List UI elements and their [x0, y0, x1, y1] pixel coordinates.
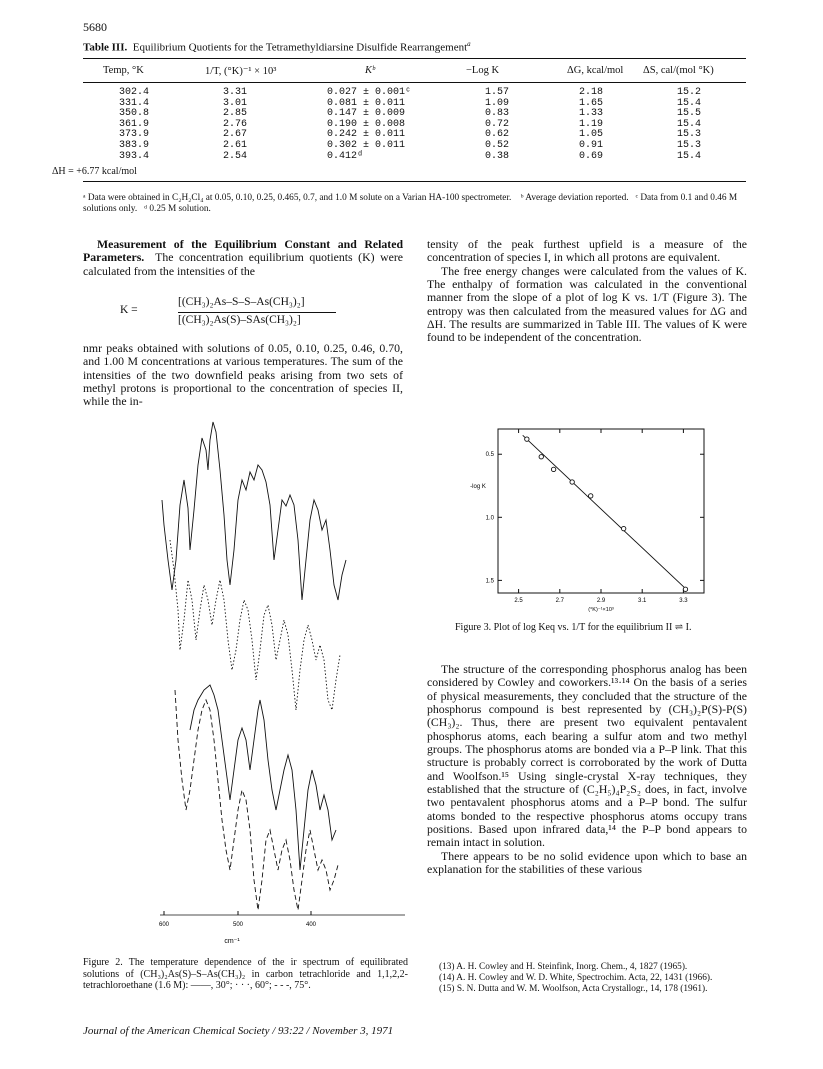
table-cell-r6-c1: 2.54: [223, 150, 248, 162]
data-point-6: [683, 587, 687, 591]
table-cell-r6-c4: 0.69: [579, 150, 604, 162]
table-cell-r1-c1: 3.01: [223, 97, 248, 109]
references: [427, 962, 747, 994]
table-cell-r0-c4: 2.18: [579, 87, 604, 98]
table-cell-r1-c2: 0.081 ± 0.011: [327, 97, 406, 109]
right-column-top: [427, 238, 747, 345]
table-cell-r5-c3: 0.52: [485, 140, 510, 151]
footnote-b: ᵇ Average deviation reported.: [520, 193, 629, 203]
table-bottom-rule: [83, 181, 746, 182]
fit-line: [523, 435, 688, 590]
x-tick-label: 3.1: [638, 598, 647, 604]
data-point-4: [589, 494, 593, 498]
table-cell-r2-c1: 2.85: [223, 108, 248, 120]
table-cell-r4-c1: 2.67: [223, 129, 248, 141]
left-paragraph-2: nmr peaks obtained with solutions of 0.05, 0.10, 0.25, 0.46, 0.70, and 1.00 M concentrations at various temperatures. The sum of the intensities of the two downfield peaks arising from two sets of methyl protons is proportional to the concentration of species II, while the in-: [83, 341, 403, 409]
log-k-plot: [460, 425, 730, 615]
data-point-3: [570, 480, 574, 484]
col-header-temp: Temp, °K: [103, 65, 144, 76]
x-tick-label: 3.3: [679, 598, 688, 604]
table-cell-r3-c0: 361.9: [119, 118, 150, 130]
footnote-d: ᵈ 0.25 M solution.: [144, 204, 211, 214]
table-cell-r6-c0: 393.4: [119, 150, 150, 162]
y-tick-label: 1.0: [485, 515, 494, 522]
left-column-bottom: [83, 342, 403, 409]
figure2-caption: Figure 2. The temperature dependence of the ir spectrum of equilibrated solutions of (CH₃)₂As(S)–S–As(CH₃)₂ in carbon tetrachloride and 1,1,2,2-tetrachloroethane (1.6 M): ——, 30°; · · ·, 60°; - - -, 75°.: [83, 957, 408, 991]
table-cell-r3-c3: 0.72: [485, 118, 510, 130]
right-paragraph-2: The free energy changes were calculated from the values of K. The enthalpy of formation was calculated in the conventional manner from the slope of a plot of log K vs. 1/T (Figure 3). The entropy was then calculated from the measured values for ΔG and ΔH. The results are summarized in Table III. The values of K were found to be independent of the concentration.: [427, 263, 747, 345]
data-point-2: [551, 467, 555, 471]
table-cell-r3-c1: 2.76: [223, 118, 248, 130]
table-cell-r6-c5: 15.4: [677, 150, 702, 162]
equilibrium-table: [83, 58, 746, 188]
table-cell-r0-c5: 15.2: [677, 87, 702, 98]
table-title-mark: a: [467, 40, 471, 48]
equation-numerator: [(CH₃)₂As–S–S–As(CH₃)₂]: [178, 296, 305, 308]
data-point-1: [539, 455, 543, 459]
col-header-logK: −Log K: [466, 65, 500, 76]
table-cell-r0-c2: 0.027 ± 0.001ᶜ: [327, 87, 412, 98]
spectrum-trace-30: [162, 422, 346, 600]
plot-frame: [498, 429, 704, 593]
table-cell-r1-c5: 15.4: [677, 97, 702, 109]
ir-spectrum-figure: [150, 410, 420, 950]
left-column-top: [83, 238, 403, 278]
section-heading: Measurement of the Equilibrium Constant and Related Parameters.: [83, 237, 403, 265]
page-number: 5680: [83, 20, 107, 34]
footnote-a: ᵃ Data were obtained in C₂H₂Cl₄ at 0.05, 0.10, 0.25, 0.465, 0.7, and 1.0 M solute on a Varian HA-100 spectrometer.: [83, 193, 512, 203]
table-cell-r4-c5: 15.3: [677, 129, 702, 141]
y-tick-label: 0.5: [485, 452, 494, 459]
right-paragraph-4: There appears to be no solid evidence upon which to base an explanation for the stabilities of these various: [427, 848, 747, 877]
footnote-c: ᶜ Data from 0.1 and 0.46 M solutions only.: [83, 193, 738, 214]
table-cell-r6-c3: 0.38: [485, 150, 510, 162]
table-top-rule: [83, 58, 746, 59]
y-tick-label: 1.5: [485, 578, 494, 585]
x-tick-label: 2.9: [596, 598, 606, 604]
wavenumber-unit: cm⁻¹: [224, 938, 240, 945]
table-cell-r5-c1: 2.61: [223, 140, 248, 151]
y-axis-label: -log K: [470, 484, 486, 490]
x-axis-label: (°K)⁻¹×10³: [588, 607, 614, 613]
spectrum-trace-60: [170, 540, 340, 710]
table-footnotes: [83, 193, 748, 215]
table-cell-r5-c5: 15.3: [677, 140, 702, 151]
reference-13: (13) A. H. Cowley and H. Steinfink, Inorg. Chem., 4, 1827 (1965).: [439, 962, 688, 972]
col-header-K: Kᵇ: [365, 65, 375, 76]
x-tick-label: 2.5: [514, 598, 523, 604]
col-header-dG: ΔG, kcal/mol: [567, 65, 624, 76]
data-point-5: [621, 526, 625, 530]
table-cell-r2-c0: 350.8: [119, 108, 150, 120]
table-cell-r5-c2: 0.302 ± 0.011: [327, 140, 406, 151]
right-paragraph-3: The structure of the corresponding phosphorus analog has been considered by Cowley and coworkers.¹³·¹⁴ On the basis of a series of physical measurements, they concluded that the structure of the phosphorus compound is best represented by (CH₃)₂P(S)-P(S)(CH₃)₂. Thus, there are present two equivalent pentavalent phosphorus atoms, each bearing a sulfur atom and two methyl groups. The phosphorus atoms are bonded via a P–P link. That this structure is probably correct is corroborated by the work of Dutta and Woolfson.¹⁵ Using single-crystal X-ray techniques, they established that the structure of (C₂H₅)₄P₂S₂ does, in fact, involve two pentavalent phosphorus atoms and a P–P bond. The sulfur atoms bonded to the respective phosphorus atoms occupy trans positions. Based upon infrared data,¹⁴ the P–P bond appears to remain intact in solution.: [427, 662, 747, 850]
table-caption: [83, 40, 471, 54]
table-label: Table III.: [83, 41, 128, 54]
journal-footer: Journal of the American Chemical Society / 93:22 / November 3, 1971: [83, 1025, 394, 1037]
delta-h: ΔH = +6.77 kcal/mol: [52, 166, 137, 177]
wavenumber-tick-400: 400: [305, 922, 317, 928]
table-cell-r2-c4: 1.33: [579, 108, 604, 120]
table-cell-r4-c0: 373.9: [119, 129, 150, 141]
table-cell-r3-c4: 1.19: [579, 118, 604, 130]
table-cell-r1-c4: 1.65: [579, 97, 604, 109]
wavenumber-tick-600: 600: [158, 922, 170, 928]
table-cell-r4-c3: 0.62: [485, 129, 510, 141]
plot-ticks: [486, 452, 689, 604]
right-paragraph-1: tensity of the peak furthest upfield is a measure of the concentration of species I, in which all protons are equivalent.: [427, 237, 747, 265]
figure3-caption: Figure 3. Plot of log Keq vs. 1/T for the equilibrium II ⇌ I.: [455, 622, 692, 633]
table-cell-r3-c5: 15.4: [677, 118, 702, 130]
x-tick-label: 2.7: [555, 598, 564, 604]
table-cell-r5-c0: 383.9: [119, 140, 150, 151]
spectrum-trace-lower: [190, 685, 336, 870]
data-point-0: [525, 437, 529, 441]
left-paragraph-1: The concentration equilibrium quotients (K) were calculated from the intensities of the: [83, 250, 403, 278]
right-column-bottom: [427, 663, 747, 877]
reference-15: (15) S. N. Dutta and W. M. Woolfson, Acta Crystallogr., 14, 178 (1961).: [439, 983, 708, 994]
table-cell-r1-c3: 1.09: [485, 97, 510, 109]
table-cell-r0-c3: 1.57: [485, 87, 510, 98]
equilibrium-equation: [120, 296, 420, 332]
table-cell-r4-c2: 0.242 ± 0.011: [327, 129, 406, 141]
table-cell-r6-c2: 0.412ᵈ: [327, 150, 364, 162]
table-title: Equilibrium Quotients for the Tetramethyldiarsine Disulfide Rearrangement: [132, 41, 468, 54]
table-cell-r3-c2: 0.190 ± 0.008: [327, 118, 406, 130]
table-cell-r0-c1: 3.31: [223, 87, 248, 98]
table-cell-r4-c4: 1.05: [579, 129, 604, 141]
table-cell-r2-c5: 15.5: [677, 108, 702, 120]
table-cell-r0-c0: 302.4: [119, 87, 150, 98]
table-cell-r1-c0: 331.4: [119, 97, 150, 109]
equation-denominator: [(CH₃)₂As(S)–SAs(CH₃)₂]: [178, 314, 301, 326]
col-header-invT: 1/T, (°K)⁻¹ × 10³: [205, 66, 277, 77]
wavenumber-tick-500: 500: [232, 922, 244, 928]
table-header-rule: [83, 82, 746, 83]
fraction-bar: [178, 312, 336, 313]
col-header-dS: ΔS, cal/(mol °K): [643, 65, 714, 76]
equation-lhs: K =: [120, 304, 138, 316]
table-cell-r5-c4: 0.91: [579, 140, 604, 151]
plot-gridlines: [498, 429, 704, 593]
reference-14: (14) A. H. Cowley and W. D. White, Spectrochim. Acta, 22, 1431 (1966).: [439, 972, 713, 983]
table-cell-r2-c2: 0.147 ± 0.009: [327, 108, 406, 120]
table-cell-r2-c3: 0.83: [485, 108, 510, 120]
